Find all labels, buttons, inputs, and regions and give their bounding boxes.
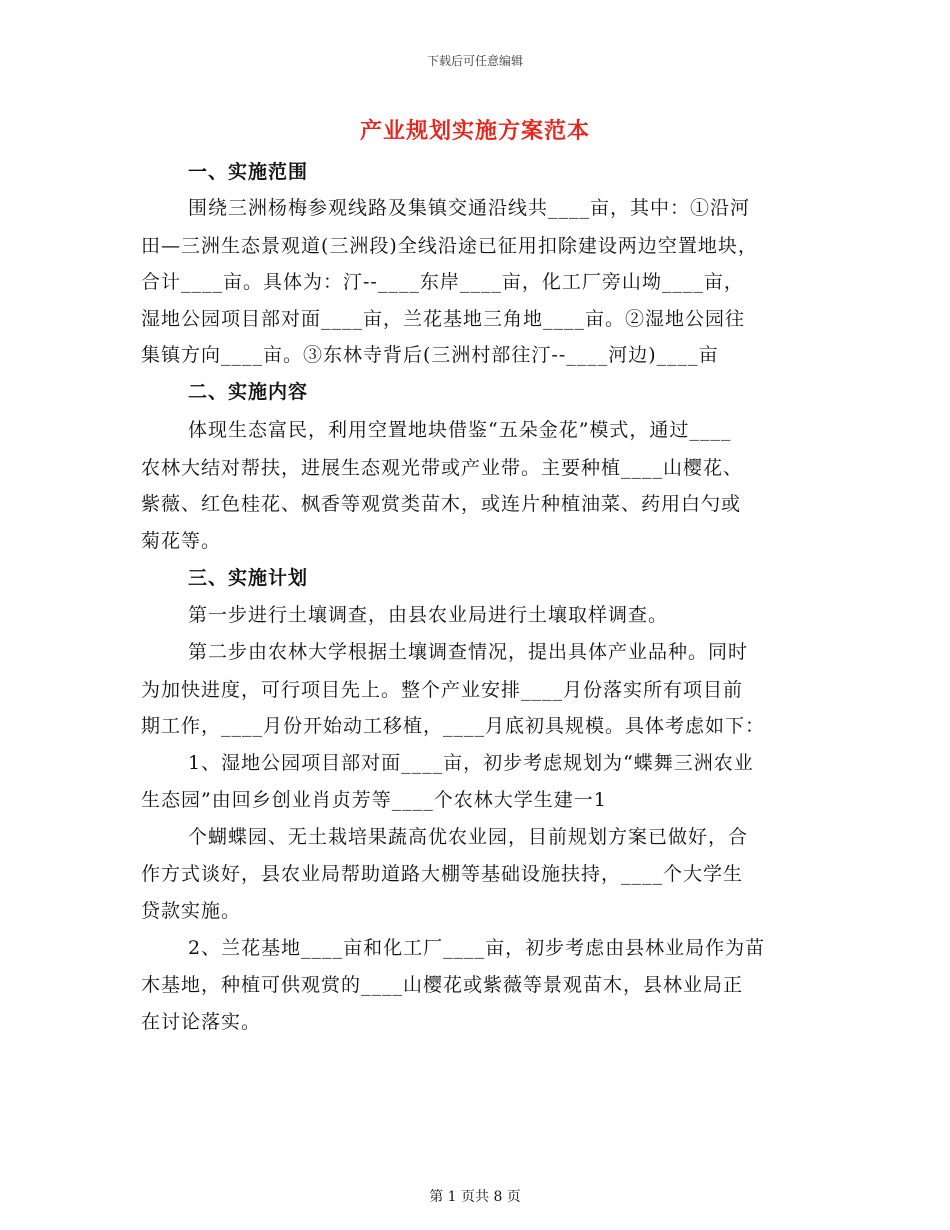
paragraph-line: 2、兰花基地____亩和化工厂____亩，初步考虑由县林业局作为苗 bbox=[188, 937, 766, 959]
paragraph-line: 生态园”由回乡创业肖贞芳等____个农林大学生建一1 bbox=[141, 789, 607, 811]
section-heading-plan: 三、实施计划 bbox=[188, 567, 309, 589]
paragraph-line: 期工作，____月份开始动工移植，____月底初具规模。具体考虑如下： bbox=[141, 715, 766, 737]
paragraph-line: 贷款实施。 bbox=[141, 900, 242, 922]
paragraph-line: 为加快进度，可行项目先上。整个产业安排____月份落实所有项目前 bbox=[141, 679, 744, 701]
page-header-note: 下载后可任意编辑 bbox=[426, 54, 523, 68]
section-heading-content: 二、实施内容 bbox=[188, 381, 309, 403]
paragraph-line: 第一步进行土壤调查，由县农业局进行土壤取样调查。 bbox=[188, 604, 669, 626]
document-title: 产业规划实施方案范本 bbox=[359, 118, 590, 144]
paragraph-line: 木基地，种植可供观赏的____山樱花或紫薇等景观苗木，县林业局正 bbox=[141, 974, 744, 996]
paragraph-line: 1、湿地公园项目部对面____亩，初步考虑规划为“蝶舞三洲农业 bbox=[188, 752, 754, 774]
paragraph-line: 围绕三洲杨梅参观线路及集镇交通沿线共____亩，其中：①沿河 bbox=[188, 197, 751, 219]
paragraph-line: 合计____亩。具体为：汀--____东岸____亩，化工厂旁山坳____亩， bbox=[141, 271, 744, 293]
paragraph-line: 第二步由农林大学根据土壤调查情况，提出具体产业品种。同时 bbox=[188, 641, 749, 663]
page-number: 第 1 页共 8 页 bbox=[429, 1189, 521, 1205]
section-heading-scope: 一、实施范围 bbox=[188, 161, 309, 183]
paragraph-line: 集镇方向____亩。③东林寺背后(三洲村部往汀--____河边)____亩 bbox=[141, 344, 719, 366]
paragraph-line: 菊花等。 bbox=[141, 530, 222, 552]
paragraph-line: 个蝴蝶园、无土栽培果蔬高优农业园，目前规划方案已做好，合 bbox=[188, 826, 749, 848]
paragraph-line: 农林大结对帮扶，进展生态观光带或产业带。主要种植____山樱花、 bbox=[141, 457, 744, 479]
paragraph-line: 体现生态富民，利用空置地块借鉴“五朵金花”模式，通过____ bbox=[188, 419, 732, 441]
paragraph-line: 作方式谈好，县农业局帮助道路大棚等基础设施扶持，____个大学生 bbox=[141, 863, 744, 885]
paragraph-line: 紫薇、红色桂花、枫香等观赏类苗木，或连片种植油菜、药用白勺或 bbox=[141, 493, 742, 515]
paragraph-line: 田—三洲生态景观道(三洲段)全线沿途已征用扣除建设两边空置地块， bbox=[141, 235, 758, 257]
paragraph-line: 在讨论落实。 bbox=[141, 1011, 262, 1033]
paragraph-line: 湿地公园项目部对面____亩，兰花基地三角地____亩。②湿地公园往 bbox=[141, 308, 746, 330]
